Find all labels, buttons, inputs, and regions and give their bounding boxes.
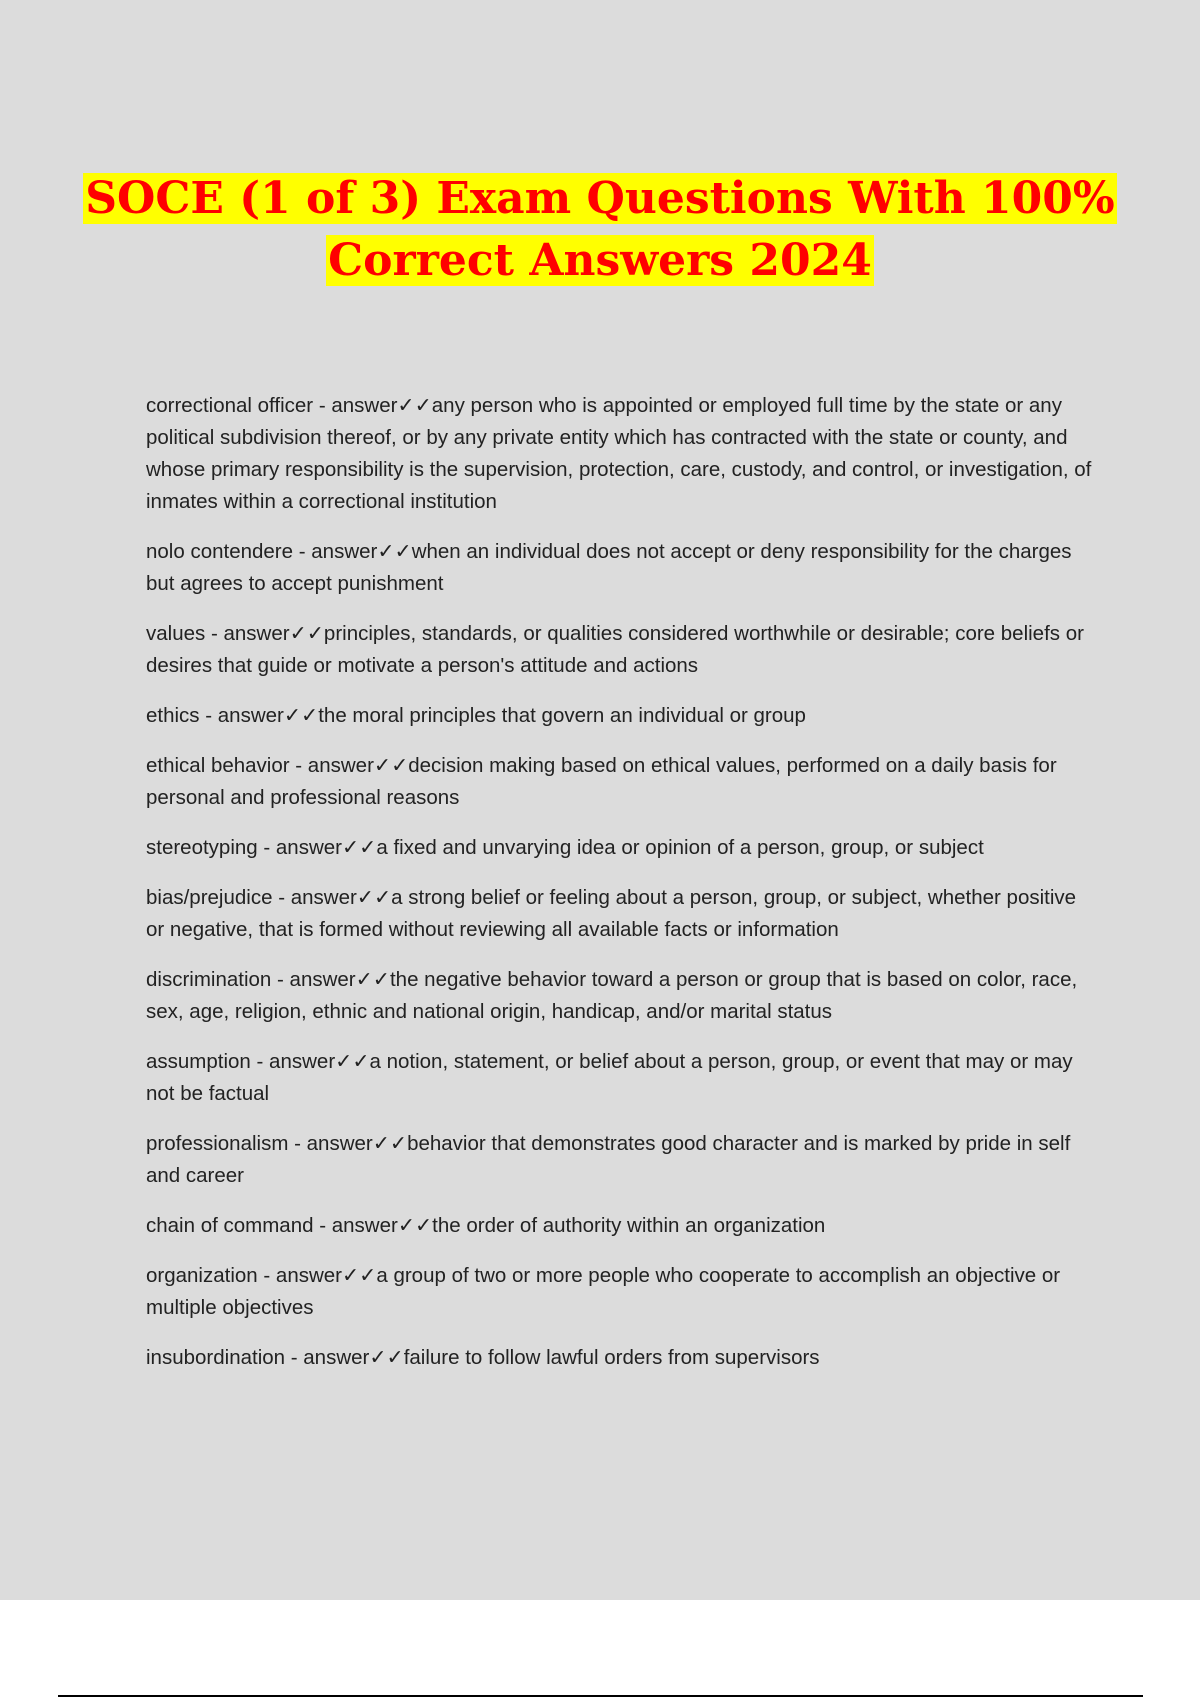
- qa-entry: [146, 750, 1096, 814]
- qa-entry: [146, 832, 1096, 864]
- entry-term: assumption: [146, 1050, 251, 1073]
- qa-entry: [146, 1260, 1096, 1324]
- entry-term: organization: [146, 1264, 258, 1287]
- entry-definition: failure to follow lawful orders from supervisors: [403, 1346, 820, 1369]
- title-line-2: Correct Answers 2024: [328, 235, 872, 286]
- entry-term: values: [146, 622, 206, 645]
- entry-answer-marker: - answer✓✓: [289, 754, 409, 777]
- entry-definition: a fixed and unvarying idea or opinion of a person, group, or subject: [376, 836, 984, 859]
- entry-definition: when an individual does not accept or deny responsibility for the charges but agrees to accept punishment: [146, 540, 1072, 595]
- qa-entry: [146, 1342, 1096, 1374]
- entry-definition: a group of two or more people who cooperate to accomplish an objective or multiple objectives: [146, 1264, 1061, 1319]
- entry-definition: the moral principles that govern an individual or group: [318, 704, 806, 727]
- title-line-1: SOCE (1 of 3) Exam Questions With 100%: [85, 173, 1115, 224]
- entry-definition: the order of authority within an organization: [432, 1214, 826, 1237]
- entry-answer-marker: - answer✓✓: [293, 540, 412, 563]
- entry-definition: behavior that demonstrates good character and is marked by pride in self and career: [146, 1132, 1071, 1187]
- entry-term: chain of command: [146, 1214, 314, 1237]
- qa-entry: [146, 1210, 1096, 1242]
- entry-term: bias/prejudice: [146, 886, 273, 909]
- entry-term: professionalism: [146, 1132, 289, 1155]
- qa-entry: [146, 1128, 1096, 1192]
- entry-definition: a strong belief or feeling about a person, group, or subject, whether positive or negative, that is formed without reviewing all available facts or information: [146, 886, 1077, 941]
- entry-answer-marker: - answer✓✓: [257, 836, 377, 859]
- qa-entry: [146, 536, 1096, 600]
- entry-answer-marker: - answer✓✓: [272, 886, 392, 909]
- entry-definition: any person who is appointed or employed full time by the state or any political subdivision thereof, or by any private entity which has contracted with the state or county, and whose primary responsibility is the supervision, protection, care, custody, and control, or investigation, of inmates within a correctional institution: [146, 394, 1092, 513]
- entry-answer-marker: - answer✓✓: [250, 1050, 370, 1073]
- qa-list: [146, 390, 1096, 1392]
- qa-entry: [146, 964, 1096, 1028]
- qa-entry: [146, 1046, 1096, 1110]
- footer-divider: [58, 1695, 1143, 1697]
- entry-answer-marker: - answer✓✓: [288, 1132, 408, 1155]
- entry-term: insubordination: [146, 1346, 286, 1369]
- entry-answer-marker: - answer✓✓: [199, 704, 319, 727]
- entry-term: stereotyping: [146, 836, 258, 859]
- entry-definition: the negative behavior toward a person or group that is based on color, race, sex, age, religion, ethnic and national origin, handicap, and/or marital status: [146, 968, 1078, 1023]
- qa-entry: [146, 700, 1096, 732]
- entry-term: nolo contendere: [146, 540, 294, 563]
- entry-term: discrimination: [146, 968, 272, 991]
- document-title: [0, 168, 1200, 292]
- entry-definition: principles, standards, or qualities considered worthwhile or desirable; core beliefs or desires that guide or motivate a person's attitude and actions: [146, 622, 1084, 677]
- qa-entry: [146, 390, 1096, 518]
- entry-answer-marker: - answer✓✓: [313, 1214, 433, 1237]
- entry-answer-marker: - answer✓✓: [257, 1264, 377, 1287]
- entry-definition: decision making based on ethical values, performed on a daily basis for personal and professional reasons: [146, 754, 1057, 809]
- entry-term: ethics: [146, 704, 200, 727]
- entry-term: ethical behavior: [146, 754, 290, 777]
- entry-term: correctional officer: [146, 394, 314, 417]
- qa-entry: [146, 618, 1096, 682]
- entry-answer-marker: - answer✓✓: [205, 622, 324, 645]
- entry-definition: a notion, statement, or belief about a person, group, or event that may or may not be factual: [146, 1050, 1073, 1105]
- qa-entry: [146, 882, 1096, 946]
- entry-answer-marker: - answer✓✓: [271, 968, 390, 991]
- entry-answer-marker: - answer✓✓: [313, 394, 432, 417]
- entry-answer-marker: - answer✓✓: [285, 1346, 404, 1369]
